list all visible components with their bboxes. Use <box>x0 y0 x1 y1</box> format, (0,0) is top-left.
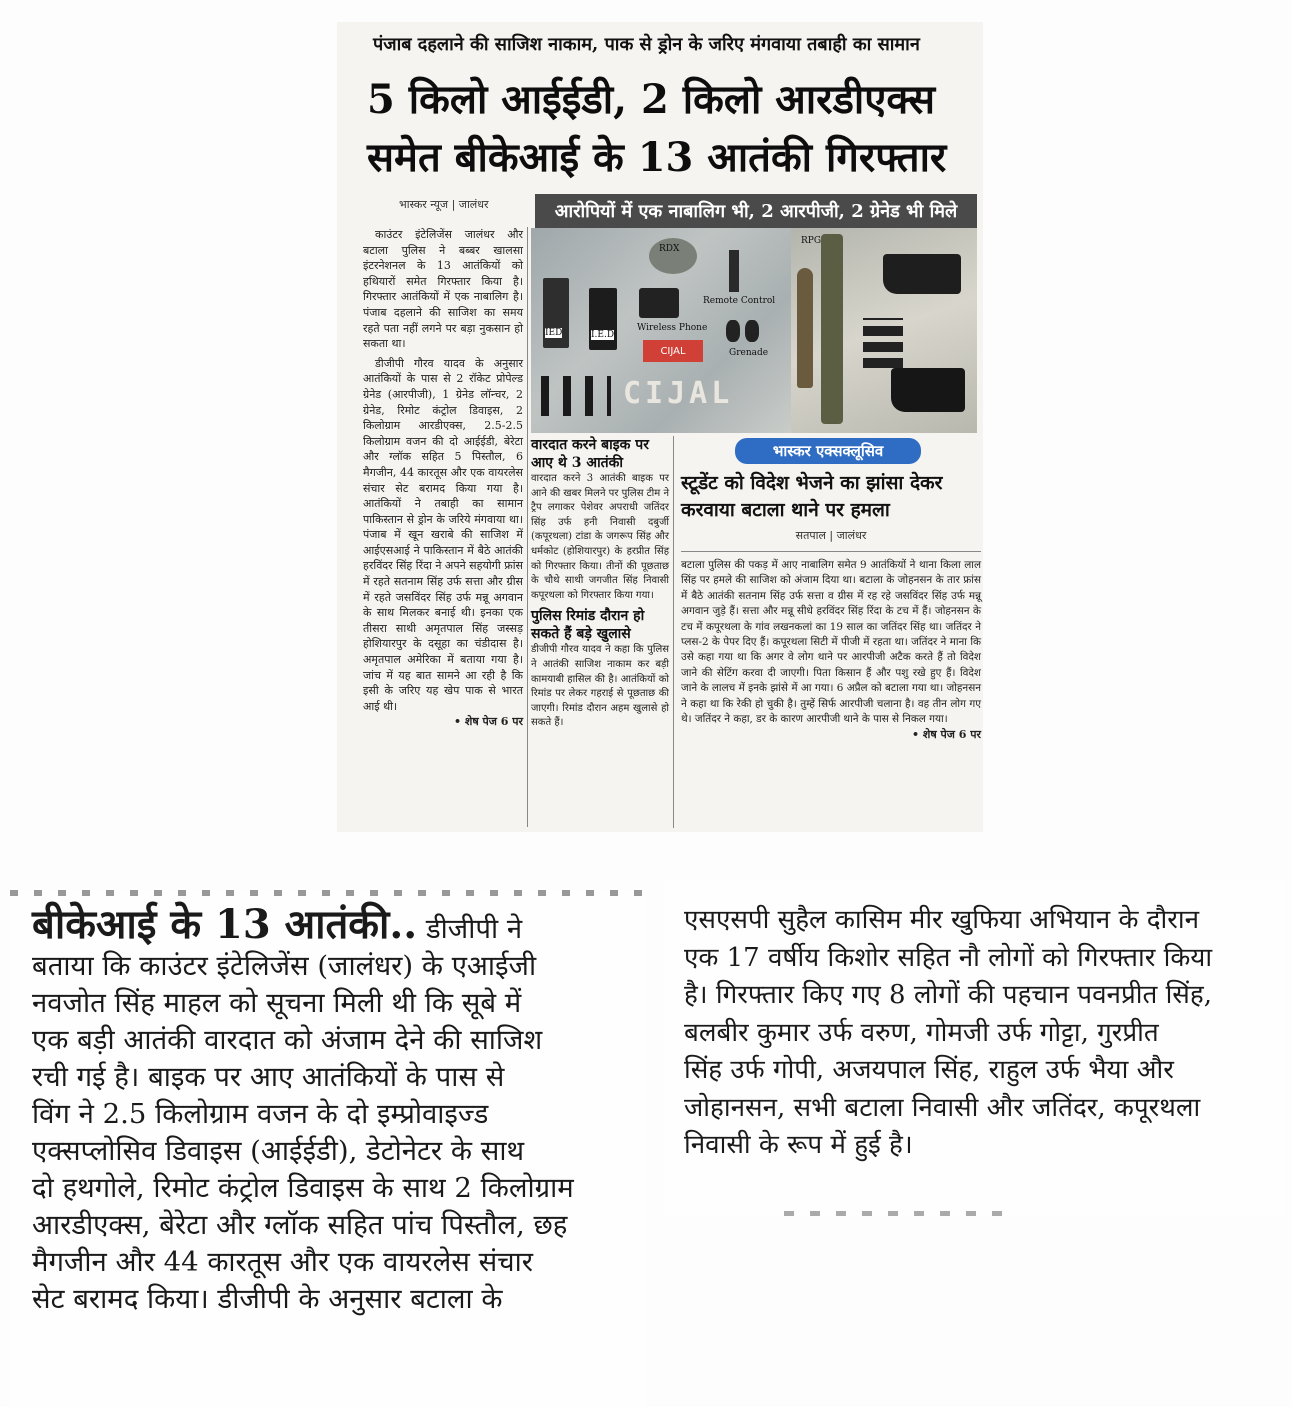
bottom-left-line: एक्सप्लोसिव डिवाइस (आईईडी), डेटोनेटर के साथ <box>32 1135 525 1167</box>
bottom-left-line: रची गई है। बाइक पर आए आतंकियों के पास से <box>32 1061 505 1093</box>
kicker-headline: पंजाब दहलाने की साजिश नाकाम, पाक से ड्रोन के जरिए मंगवाया तबाही का सामान <box>373 34 920 55</box>
photo-caption-bar: आरोपियों में एक नाबालिग भी, 2 आरपीजी, 2 ग्रेनेड भी मिले <box>535 194 977 228</box>
bottom-left-line-1-rest: डीजीपी ने <box>425 913 523 945</box>
weapons-photo <box>791 228 977 433</box>
bottom-left-line: सेट बरामद किया। डीजीपी के अनुसार बटाला के <box>32 1283 503 1315</box>
ied-label-2: I.E.D <box>591 330 615 340</box>
cijal-floor-text: CIJAL <box>623 376 734 411</box>
left-column-para1: काउंटर इंटेलिजेंस जालंधर और बटाला पुलिस ने बब्बर खालसा इंटरनेशनल के 13 आतंकियों को हथियारों समेत गिरफ्तार किया है। गिरफ्तार आतंकियों में एक नाबालिग है। पंजाब दहलाने की साजिश का समय रहते पता नहीं लगने पर बड़ा नुकसान हो सकता था। <box>363 228 523 351</box>
bottom-left-line: बताया कि काउंटर इंटेलिजेंस (जालंधर) के एआईजी <box>32 950 537 982</box>
bottom-right-line: एक 17 वर्षीय किशोर सहित नौ लोगों को गिरफ्तार किया <box>684 942 1213 973</box>
seized-items-photo <box>531 228 791 433</box>
pistol-1 <box>883 254 961 294</box>
bottom-left-line: विंग ने 2.5 किलोग्राम वजन के दो इम्प्रोवाइज्ड <box>32 1098 489 1130</box>
left-column-para2: डीजीपी गौरव यादव के अनुसार आतंकियों के पास से 2 रॉकेट प्रोपेल्ड ग्रेनेड (आरपीजी), 1 ग्रेनेड लॉन्चर, 2 ग्रेनेड, रिमोट कंट्रोल डिवाइस, 2 किलोग्राम आरडीएक्स, 2.5-2.5 किलोग्राम वजन की दो आईईडी, बेरेटा और ग्लॉक सहित 5 पिस्तौल, 6 मैगजीन, 44 कारतूस और एक वायरलेस संचार सेट बरामद किया गया है। आतंकियों ने तबाही का सामान पाकिस्तान से ड्रोन के जरिये मंगवाया था। पंजाब में खून खराबे की साजिश में आईएसआई ने पाकिस्तान में बैठे आतंकी हरविंदर सिंह रिंदा ने अपने सहयोगी फ्रांस में रहते सतनाम सिंह उर्फ सत्ता और ग्रीस में रहते जसविंदर सिंह उर्फ मन्नू अगवान के साथ मिलकर बनाई थी। इनका एक तीसरा साथी अमृतपाल सिंह जस्सड़ होशियारपुर के दसूहा का चंडीदास है। अमृतपाल अमेरिका में बताया गया है। जांच में यह बात सामने आ रही है कि इसी के जरिए यह खेप पाक से भारत आई थी। <box>363 356 523 713</box>
ied-label-1: IED <box>545 328 563 338</box>
bottom-left-line: एक बड़ी आतंकी वारदात को अंजाम देने की साजिश <box>32 1024 543 1056</box>
rpg-launcher <box>821 234 843 424</box>
bottom-left-line: आरडीएक्स, बेरेटा और ग्लॉक सहित पांच पिस्तौल, छह <box>32 1209 568 1241</box>
bottom-right-line: जोहानसन, सभी बटाला निवासी और जतिंदर, कपूरथला <box>684 1092 1201 1123</box>
bottom-left-line: दो हथगोले, रिमोट कंट्रोल डिवाइस के साथ 2 किलोग्राम <box>32 1172 574 1204</box>
grenade-1 <box>726 320 740 342</box>
side-story <box>681 470 981 743</box>
byline: भास्कर न्यूज | जालंधर <box>399 198 489 211</box>
bottom-left-clipping <box>10 890 646 1407</box>
continued-note-1: • शेष पेज 6 पर <box>454 715 523 729</box>
bottom-left-line: मैगजीन और 44 कारतूस और एक वायरलेस संचार <box>32 1246 534 1278</box>
cijal-card-text: CIJAL <box>660 345 686 357</box>
middle-heading: वारदात करने बाइक पर आए थे 3 आतंकी <box>531 437 649 471</box>
main-headline-line2: समेत बीकेआई के 13 आतंकी गिरफ्तार <box>367 134 947 181</box>
bottom-right-line: निवासी के रूप में हुई है। <box>684 1130 913 1160</box>
bottom-left-line: नवजोत सिंह माहल को सूचना मिली थी कि सूबे में <box>32 987 522 1019</box>
bottom-right-line: बलबीर कुमार उर्फ वरुण, गोमजी उर्फ गोट्टा, गुरप्रीत <box>684 1017 1159 1048</box>
bottom-right-text <box>684 902 1212 1165</box>
rpg-round <box>797 268 813 388</box>
middle-para2: डीजीपी गौरव यादव ने कहा कि पुलिस ने आतंकी साजिश नाकाम कर बड़ी कामयाबी हासिल की है। आतंकियों को रिमांड पर लेकर गहराई से पूछताछ की जाएगी। रिमांड दौरान अहम खुलासे हो सकते हैं। <box>531 644 669 729</box>
column-divider <box>527 227 528 827</box>
middle-heading2: पुलिस रिमांड दौरान हो सकते हैं बड़े खुलासे <box>531 608 645 643</box>
grenade-2 <box>745 320 759 342</box>
column-divider-2 <box>673 436 674 828</box>
continued-note-2: • शेष पेज 6 पर <box>912 728 981 742</box>
remote-label: Remote Control <box>703 296 776 306</box>
top-news-clipping <box>337 22 983 832</box>
bottom-left-dotted-edge <box>10 890 646 896</box>
main-headline-line1: 5 किलो आईईडी, 2 किलो आरडीएक्स <box>367 76 935 123</box>
magazines <box>863 318 903 368</box>
left-column <box>363 227 523 730</box>
cijal-card <box>643 340 703 362</box>
wireless-label: Wireless Phone <box>637 323 708 333</box>
bottom-right-line: एसएसपी सुहैल कासिम मीर खुफिया अभियान के दौरान <box>684 905 1200 935</box>
wireless-phone <box>639 288 679 318</box>
middle-para1: वारदात करने 3 आतंकी बाइक पर आने की खबर मिलने पर पुलिस टीम ने ट्रैप लगाकर पेशेवर अपराधी जतिंदर सिंह उर्फ हनी निवासी दबुर्जी (कपूरथला) टांडा के जगरूप सिंह और धर्मकोट (होशियारपुर) के हरप्रीत सिंह को गिरफ्तार किया। तीनों की पूछताछ के चौथे साथी जगजीत सिंह निवासी कपूरथला को गिरफ्तार किया गया। <box>531 473 669 601</box>
bottom-right-line: सिंह उर्फ गोपी, अजयपाल सिंह, राहुल उर्फ भैया और <box>684 1055 1174 1085</box>
exclusive-badge: भास्कर एक्सक्लूसिव <box>735 438 921 464</box>
ied-device-2 <box>589 288 617 350</box>
side-para: बटाला पुलिस की पकड़ में आए नाबालिग समेत 9 आतंकियों ने थाना किला लाल सिंह पर हमले की साजिश को अंजाम दिया था। बटाला के जोहनसन के तार फ्रांस में बैठे आतंकी सतनाम सिंह उर्फ सत्ता व ग्रीस में रह रहे जसविंदर सिंह उर्फ मन्नू अगवान जुड़े हैं। सत्ता और मन्नू सीधे हरविंदर सिंह रिंदा के टच में हैं। जोहनसन के टच में कपूरथला के गांव लखनकलां का 19 साल का जतिंदर सिंह था। जतिंदर ने प्लस-2 के पेपर दिए हैं। कपूरथला सिटी में पीजी में रहता था। जतिंदर ने माना कि उसे कहा गया था कि अगर वे लोग थाने पर आरपीजी अटैक करते हैं तो विदेश जाने की सेटिंग करवा दी जाएगी। पिता किसान हैं और पशु रखे हुए हैं। विदेश जाने के लालच में इनके झांसे में आ गया। 6 अप्रैल को बटाला गया था। जोहनसन ने कहा था कि रेकी हो चुकी है। तुम्हें सिर्फ आरपीजी चलाना है। वह तीन लोग गए थे। जतिंदर ने कहा, डर के कारण आरपीजी थाने के पास से निकल गया। <box>681 559 981 726</box>
bottom-right-line: है। गिरफ्तार किए गए 8 लोगों की पहचान पवनप्रीत सिंह, <box>684 980 1212 1010</box>
pistol-2 <box>891 368 965 412</box>
remote-control <box>729 250 739 292</box>
grenade-label: Grenade <box>729 348 769 358</box>
bottom-right-clipping <box>664 880 1284 1216</box>
pistol-magazines <box>541 376 611 416</box>
rdx-label: RDX <box>659 244 680 254</box>
bottom-left-line-1 <box>32 901 574 948</box>
side-rule <box>681 551 981 552</box>
middle-column <box>531 436 669 731</box>
rpg-label: RPG <box>801 236 822 246</box>
side-heading: स्टूडेंट को विदेश भेजने का झांसा देकर करवाया बटाला थाने पर हमला <box>681 472 943 521</box>
bottom-right-dotted-edge <box>784 1211 1004 1216</box>
side-byline: सतपाल | जालंधर <box>795 529 867 542</box>
bottom-left-lead: बीकेआई के 13 आतंकी.. <box>32 901 418 948</box>
bottom-left-text <box>32 901 574 1318</box>
